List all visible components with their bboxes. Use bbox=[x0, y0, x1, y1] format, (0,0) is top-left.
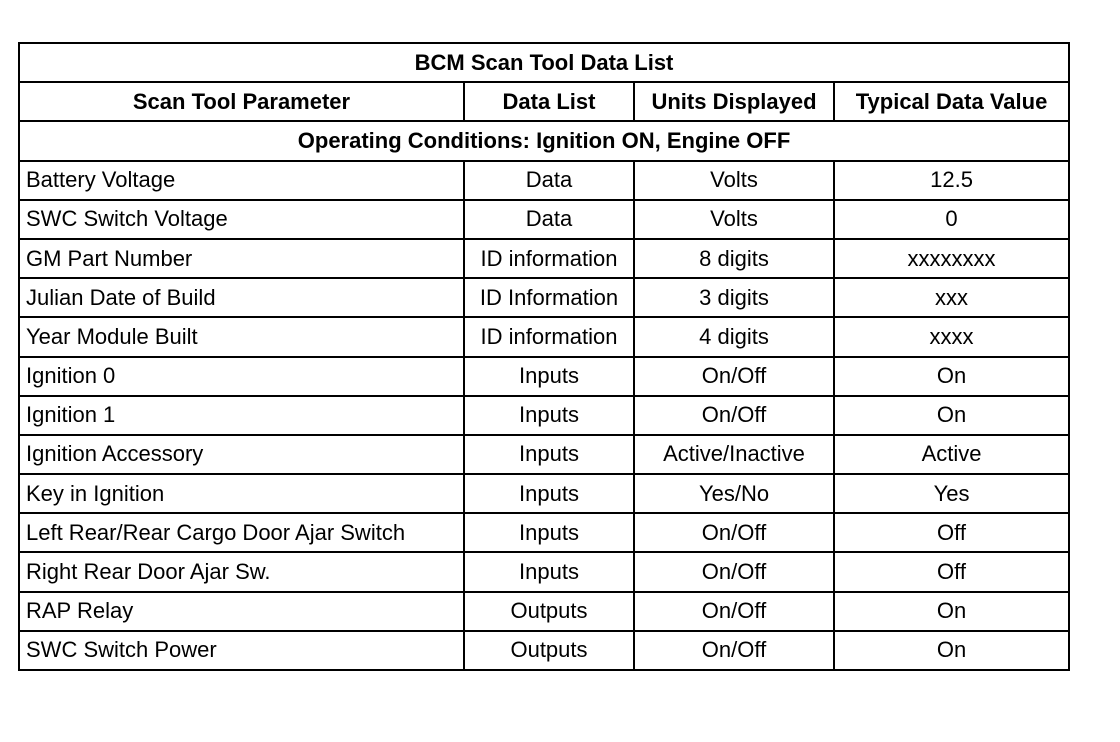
typical-value-cell: Off bbox=[834, 552, 1069, 591]
data-list-cell: Inputs bbox=[464, 474, 634, 513]
column-header-row bbox=[19, 82, 1069, 121]
data-list-cell: Inputs bbox=[464, 396, 634, 435]
typical-value-cell: On bbox=[834, 396, 1069, 435]
parameter-cell: GM Part Number bbox=[19, 239, 464, 278]
units-cell: On/Off bbox=[634, 357, 834, 396]
units-cell: Volts bbox=[634, 200, 834, 239]
parameter-cell: Key in Ignition bbox=[19, 474, 464, 513]
table-row bbox=[19, 552, 1069, 591]
parameter-cell: Battery Voltage bbox=[19, 161, 464, 200]
data-list-cell: Inputs bbox=[464, 357, 634, 396]
units-cell: Yes/No bbox=[634, 474, 834, 513]
data-list-cell: Data bbox=[464, 200, 634, 239]
parameter-cell: Right Rear Door Ajar Sw. bbox=[19, 552, 464, 591]
column-header-parameter: Scan Tool Parameter bbox=[19, 82, 464, 121]
units-cell: On/Off bbox=[634, 552, 834, 591]
units-cell: On/Off bbox=[634, 592, 834, 631]
data-list-cell: ID information bbox=[464, 239, 634, 278]
data-list-cell: Inputs bbox=[464, 435, 634, 474]
typical-value-cell: Off bbox=[834, 513, 1069, 552]
units-cell: Active/Inactive bbox=[634, 435, 834, 474]
parameter-cell: Year Module Built bbox=[19, 317, 464, 356]
data-list-cell: Data bbox=[464, 161, 634, 200]
column-header-units: Units Displayed bbox=[634, 82, 834, 121]
table-row bbox=[19, 435, 1069, 474]
parameter-cell: Ignition Accessory bbox=[19, 435, 464, 474]
table-row bbox=[19, 317, 1069, 356]
units-cell: On/Off bbox=[634, 631, 834, 670]
typical-value-cell: Active bbox=[834, 435, 1069, 474]
table-row bbox=[19, 357, 1069, 396]
table-row bbox=[19, 631, 1069, 670]
parameter-cell: Ignition 1 bbox=[19, 396, 464, 435]
table-row bbox=[19, 200, 1069, 239]
column-header-typical-value: Typical Data Value bbox=[834, 82, 1069, 121]
table-row bbox=[19, 239, 1069, 278]
table-title: BCM Scan Tool Data List bbox=[19, 43, 1069, 82]
units-cell: Volts bbox=[634, 161, 834, 200]
table-row bbox=[19, 592, 1069, 631]
units-cell: 3 digits bbox=[634, 278, 834, 317]
typical-value-cell: On bbox=[834, 631, 1069, 670]
typical-value-cell: Yes bbox=[834, 474, 1069, 513]
column-header-data-list: Data List bbox=[464, 82, 634, 121]
units-cell: 8 digits bbox=[634, 239, 834, 278]
data-list-cell: Outputs bbox=[464, 592, 634, 631]
typical-value-cell: On bbox=[834, 592, 1069, 631]
table-row bbox=[19, 474, 1069, 513]
parameter-cell: Left Rear/Rear Cargo Door Ajar Switch bbox=[19, 513, 464, 552]
units-cell: On/Off bbox=[634, 396, 834, 435]
typical-value-cell: On bbox=[834, 357, 1069, 396]
data-list-cell: Outputs bbox=[464, 631, 634, 670]
bcm-scan-tool-data-table bbox=[18, 42, 1070, 671]
operating-conditions-row bbox=[19, 121, 1069, 160]
table-row bbox=[19, 278, 1069, 317]
parameter-cell: SWC Switch Voltage bbox=[19, 200, 464, 239]
units-cell: On/Off bbox=[634, 513, 834, 552]
table-row bbox=[19, 396, 1069, 435]
table-row bbox=[19, 161, 1069, 200]
operating-conditions: Operating Conditions: Ignition ON, Engine OFF bbox=[19, 121, 1069, 160]
data-list-cell: Inputs bbox=[464, 513, 634, 552]
units-cell: 4 digits bbox=[634, 317, 834, 356]
typical-value-cell: xxx bbox=[834, 278, 1069, 317]
typical-value-cell: 12.5 bbox=[834, 161, 1069, 200]
parameter-cell: RAP Relay bbox=[19, 592, 464, 631]
typical-value-cell: xxxxxxxx bbox=[834, 239, 1069, 278]
parameter-cell: SWC Switch Power bbox=[19, 631, 464, 670]
table-title-row bbox=[19, 43, 1069, 82]
typical-value-cell: 0 bbox=[834, 200, 1069, 239]
data-list-cell: ID information bbox=[464, 317, 634, 356]
table-row bbox=[19, 513, 1069, 552]
data-list-cell: ID Information bbox=[464, 278, 634, 317]
typical-value-cell: xxxx bbox=[834, 317, 1069, 356]
data-list-cell: Inputs bbox=[464, 552, 634, 591]
parameter-cell: Julian Date of Build bbox=[19, 278, 464, 317]
parameter-cell: Ignition 0 bbox=[19, 357, 464, 396]
